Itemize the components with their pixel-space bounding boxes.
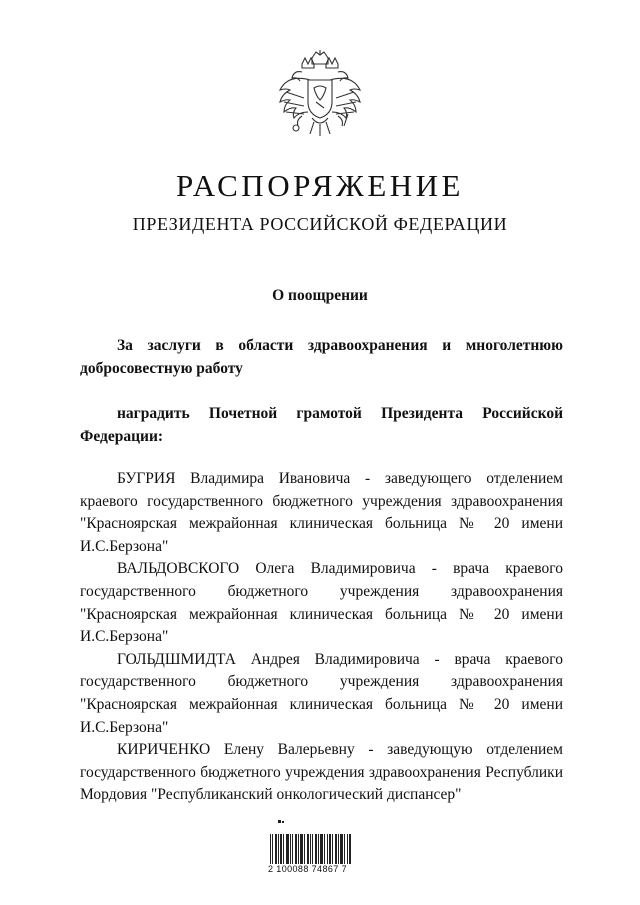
document-subtitle: ПРЕЗИДЕНТА РОССИЙСКОЙ ФЕДЕРАЦИИ [132,214,508,234]
list-item: ВАЛЬДОВСКОГО Олега Владимировича - врача краевого государственного бюджетного учреждения здравоохранения "Красноярская межрайонная клиническая больница № 20 имени И.С.Берзона" [80,560,563,646]
barcode-icon [264,820,360,886]
preamble-paragraph: За заслуги в области здравоохранения и многолетнюю добросовестную работу [80,337,563,377]
barcode-number: 2 100088 74867 7 [268,864,347,874]
decision-paragraph: наградить Почетной грамотой Президента Российской Федерации: [80,405,563,445]
list-item: ГОЛЬДШМИДТА Андрея Владимировича - врача краевого государственного бюджетного учреждения здравоохранения "Красноярская межрайонная клиническая больница № 20 имени И.С.Берзона" [80,650,563,736]
document-title: РАСПОРЯЖЕНИЕ [176,168,464,203]
awardee-list [80,468,563,807]
state-emblem-icon [272,50,368,154]
document-subject: О поощрении [272,287,368,304]
list-item: БУГРИЯ Владимира Ивановича - заведующего отделением краевого государственного бюджетного учреждения здравоохранения "Красноярская межрайонная клиническая больница № 20 имени И.С.Берзона" [80,470,563,555]
list-item: КИРИЧЕНКО Елену Валерьевну - заведующую отделением государственного бюджетного учреждения здравоохранения Республики Мордовия "Республиканский онкологический диспансер" [80,741,563,804]
